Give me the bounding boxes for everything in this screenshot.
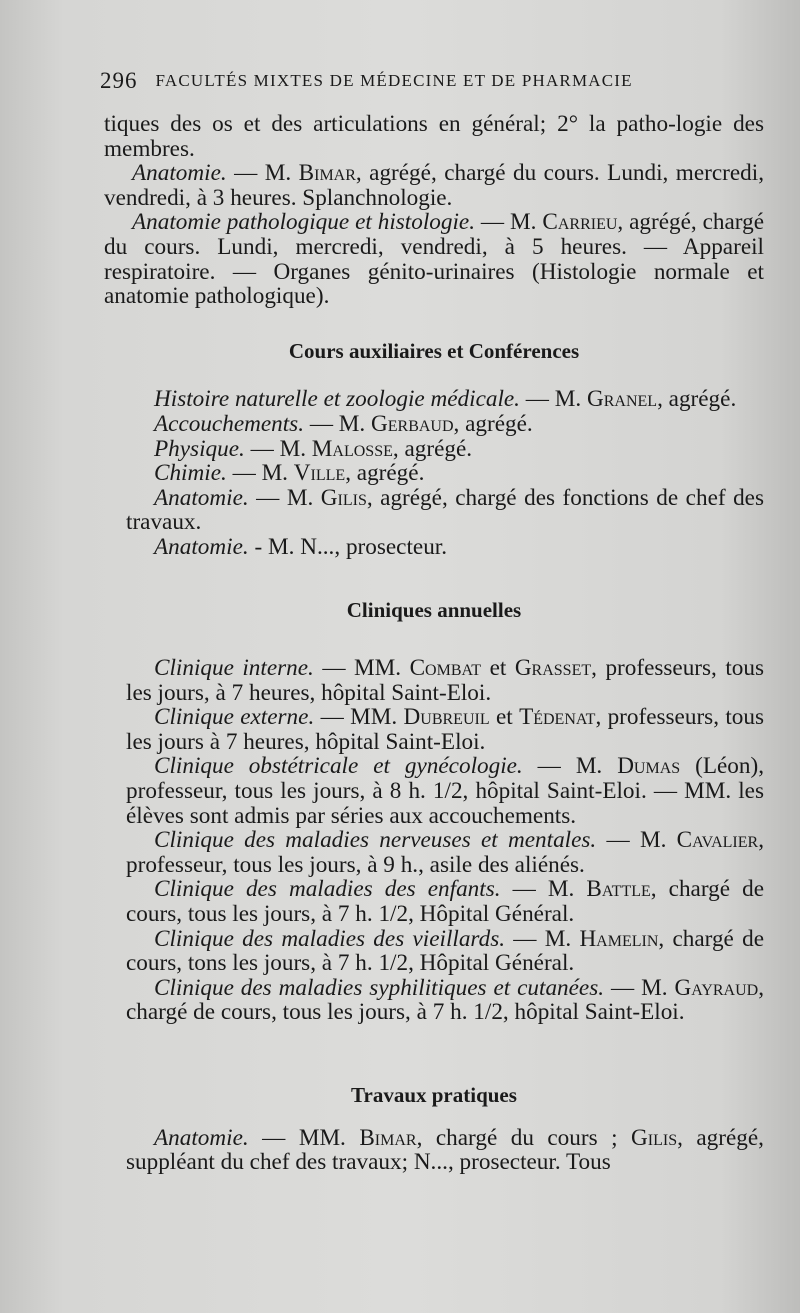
entry-name: Combat [409, 655, 482, 682]
entry-course: Clinique interne. [154, 655, 314, 682]
entry-rest: , professeur, tous les jours, à 9 h., asile des aliénés. [126, 827, 764, 878]
entry-mid: , chargé du cours ; [416, 1124, 632, 1151]
entry-rest: , agrégé, chargé des fonctions de chef des travaux. [126, 484, 764, 536]
entry-entries_aux-5 [104, 535, 764, 560]
entry-dash: — M. [505, 925, 580, 952]
entry-name: Malosse [311, 435, 393, 462]
section-heading-cliniques: Cliniques annuelles [346, 597, 522, 622]
entry-course: Anatomie pathologique et histologie. [132, 209, 475, 236]
entry-entries_clin-4 [104, 877, 764, 926]
entry-dash: — M. [522, 753, 618, 780]
entry-dash: — MM. [313, 655, 410, 682]
entry-course: Anatomie. [132, 160, 227, 187]
entry-rest: , chargé de cours, tous les jours, à 7 h. 1/2, hôpital Saint-Eloi. [126, 974, 765, 1026]
entry-entries_clin-3 [104, 828, 764, 877]
entry-rest: , professeurs, tous les jours à 7 heures, hôpital Saint-Eloi. [126, 704, 764, 755]
entries-auxiliaires [104, 387, 764, 559]
entry-dash: — MM. [314, 704, 404, 731]
entry-mid: et [481, 655, 515, 682]
entry-name: Bimar [298, 160, 356, 187]
entry-dash: — M. [596, 827, 677, 854]
body-text [104, 112, 764, 1175]
entry-entries_clin-2 [104, 754, 764, 828]
entry-rest: (Léon), professeur, tous les jours, à 8 h. 1/2, hôpital Saint-Eloi. — MM. les élèves sont admis par séries aux accouchements. [126, 753, 765, 829]
entry-entries_clin-0 [104, 656, 764, 705]
entry-dash: - M. [248, 533, 301, 560]
entry-name2: Gilis [631, 1124, 678, 1151]
entry-course: Clinique des maladies nerveuses et mentales. [154, 827, 597, 854]
entry-entries_tp-0 [104, 1126, 764, 1175]
entry-entries_aux-0 [104, 387, 764, 412]
entry-course: Histoire naturelle et zoologie médicale. [154, 386, 520, 413]
entry-name: N... [300, 533, 335, 560]
entry-course: Anatomie. [154, 484, 249, 511]
entry-name: Gilis [320, 484, 367, 511]
entry-course: Clinique des maladies syphilitiques et cutanées. [154, 974, 605, 1001]
entry-entries_aux-1 [104, 412, 764, 437]
entry-course: Anatomie. [154, 533, 249, 560]
entry-entries_top-1 [104, 210, 764, 308]
entry-course: Clinique des maladies des vieillards. [154, 925, 506, 952]
entry-dash: — M. [226, 460, 294, 487]
entry-dash: — M. [500, 876, 587, 903]
entry-dash: — M. [519, 386, 587, 413]
entry-name: Granel [586, 386, 658, 413]
intro-paragraph: tiques des os et des articulations en général; 2° la patho-logie des membres. [104, 111, 764, 162]
entry-rest: , prosecteur. [334, 533, 448, 560]
entry-dash: — M. [226, 160, 299, 187]
entry-name: Battle [586, 876, 651, 903]
entry-course: Clinique des maladies des enfants. [154, 876, 501, 903]
entry-course: Chimie. [154, 460, 227, 487]
entry-name: Cavalier [676, 827, 759, 854]
entry-name: Dubreuil [403, 704, 490, 731]
entry-entries_clin-6 [104, 976, 764, 1025]
running-title: FACULTÉS MIXTES DE MÉDECINE ET DE PHARMACIE [155, 71, 633, 90]
entry-course: Physique. [154, 435, 245, 462]
entry-rest: , chargé de cours, tous les jours, à 7 h. 1/2, Hôpital Général. [126, 876, 764, 928]
entry-name: Dumas [617, 753, 681, 780]
entry-entries_aux-2 [104, 437, 764, 462]
entries-cliniques [104, 656, 764, 1025]
entry-dash: — M. [304, 410, 372, 437]
entry-rest: , agrégé. [345, 460, 425, 487]
entry-entries_top-0 [104, 161, 764, 210]
entry-course: Anatomie. [154, 1124, 249, 1151]
section-heading-travaux: Travaux pratiques [351, 1083, 517, 1107]
entry-mid: et [489, 704, 520, 731]
entry-name: Carrieu [542, 209, 618, 236]
entry-name: Gayraud [674, 974, 759, 1001]
entry-rest: , agrégé, suppléant du chef des travaux; N..., prosecteur. Tous [126, 1124, 764, 1176]
entry-rest: , agrégé. [392, 435, 473, 462]
entry-dash: — MM. [248, 1124, 360, 1151]
entry-rest: , chargé de cours, tons les jours, à 7 h. 1/2, Hôpital Général. [126, 925, 764, 977]
entry-dash: — M. [475, 209, 543, 236]
entry-course: Accouchements. [154, 410, 305, 437]
entry-name: Hamelin [579, 925, 659, 952]
entry-name: Ville [293, 460, 346, 487]
entry-dash: — M. [244, 435, 312, 462]
entry-entries_clin-5 [104, 927, 764, 976]
entries-top [104, 161, 764, 309]
entry-rest: , professeurs, tous les jours, à 7 heures, hôpital Saint-Eloi. [126, 655, 764, 706]
entry-name: Gerbaud [371, 410, 454, 437]
entry-entries_aux-4 [104, 486, 764, 535]
entry-rest: , agrégé, chargé du cours. Lundi, mercredi, vendredi, à 5 heures. — Appareil respiratoire. — Organes génito-urinaires (Histologie normale et anatomie pathologique). [104, 209, 764, 310]
entry-rest: , agrégé. [657, 386, 737, 413]
section-heading-auxiliaires: Cours auxiliaires et Conférences [288, 338, 580, 363]
entry-name2: Grasset [514, 655, 592, 682]
entry-course: Clinique externe. [154, 704, 315, 731]
page-header [100, 68, 690, 94]
entry-rest: , agrégé, chargé du cours. Lundi, mercredi, vendredi, à 3 heures. Splanchnologie. [104, 160, 764, 211]
entry-name2: Tédenat [519, 704, 596, 731]
entry-entries_aux-3 [104, 461, 764, 486]
page-number: 296 [100, 68, 138, 93]
entry-entries_clin-1 [104, 705, 764, 754]
entry-rest: , agrégé. [453, 410, 533, 437]
entry-dash: — M. [604, 974, 675, 1001]
entries-travaux [104, 1126, 764, 1175]
entry-dash: — M. [248, 484, 321, 511]
entry-name: Bimar [359, 1124, 417, 1151]
entry-course: Clinique obstétricale et gynécologie. [154, 753, 523, 780]
